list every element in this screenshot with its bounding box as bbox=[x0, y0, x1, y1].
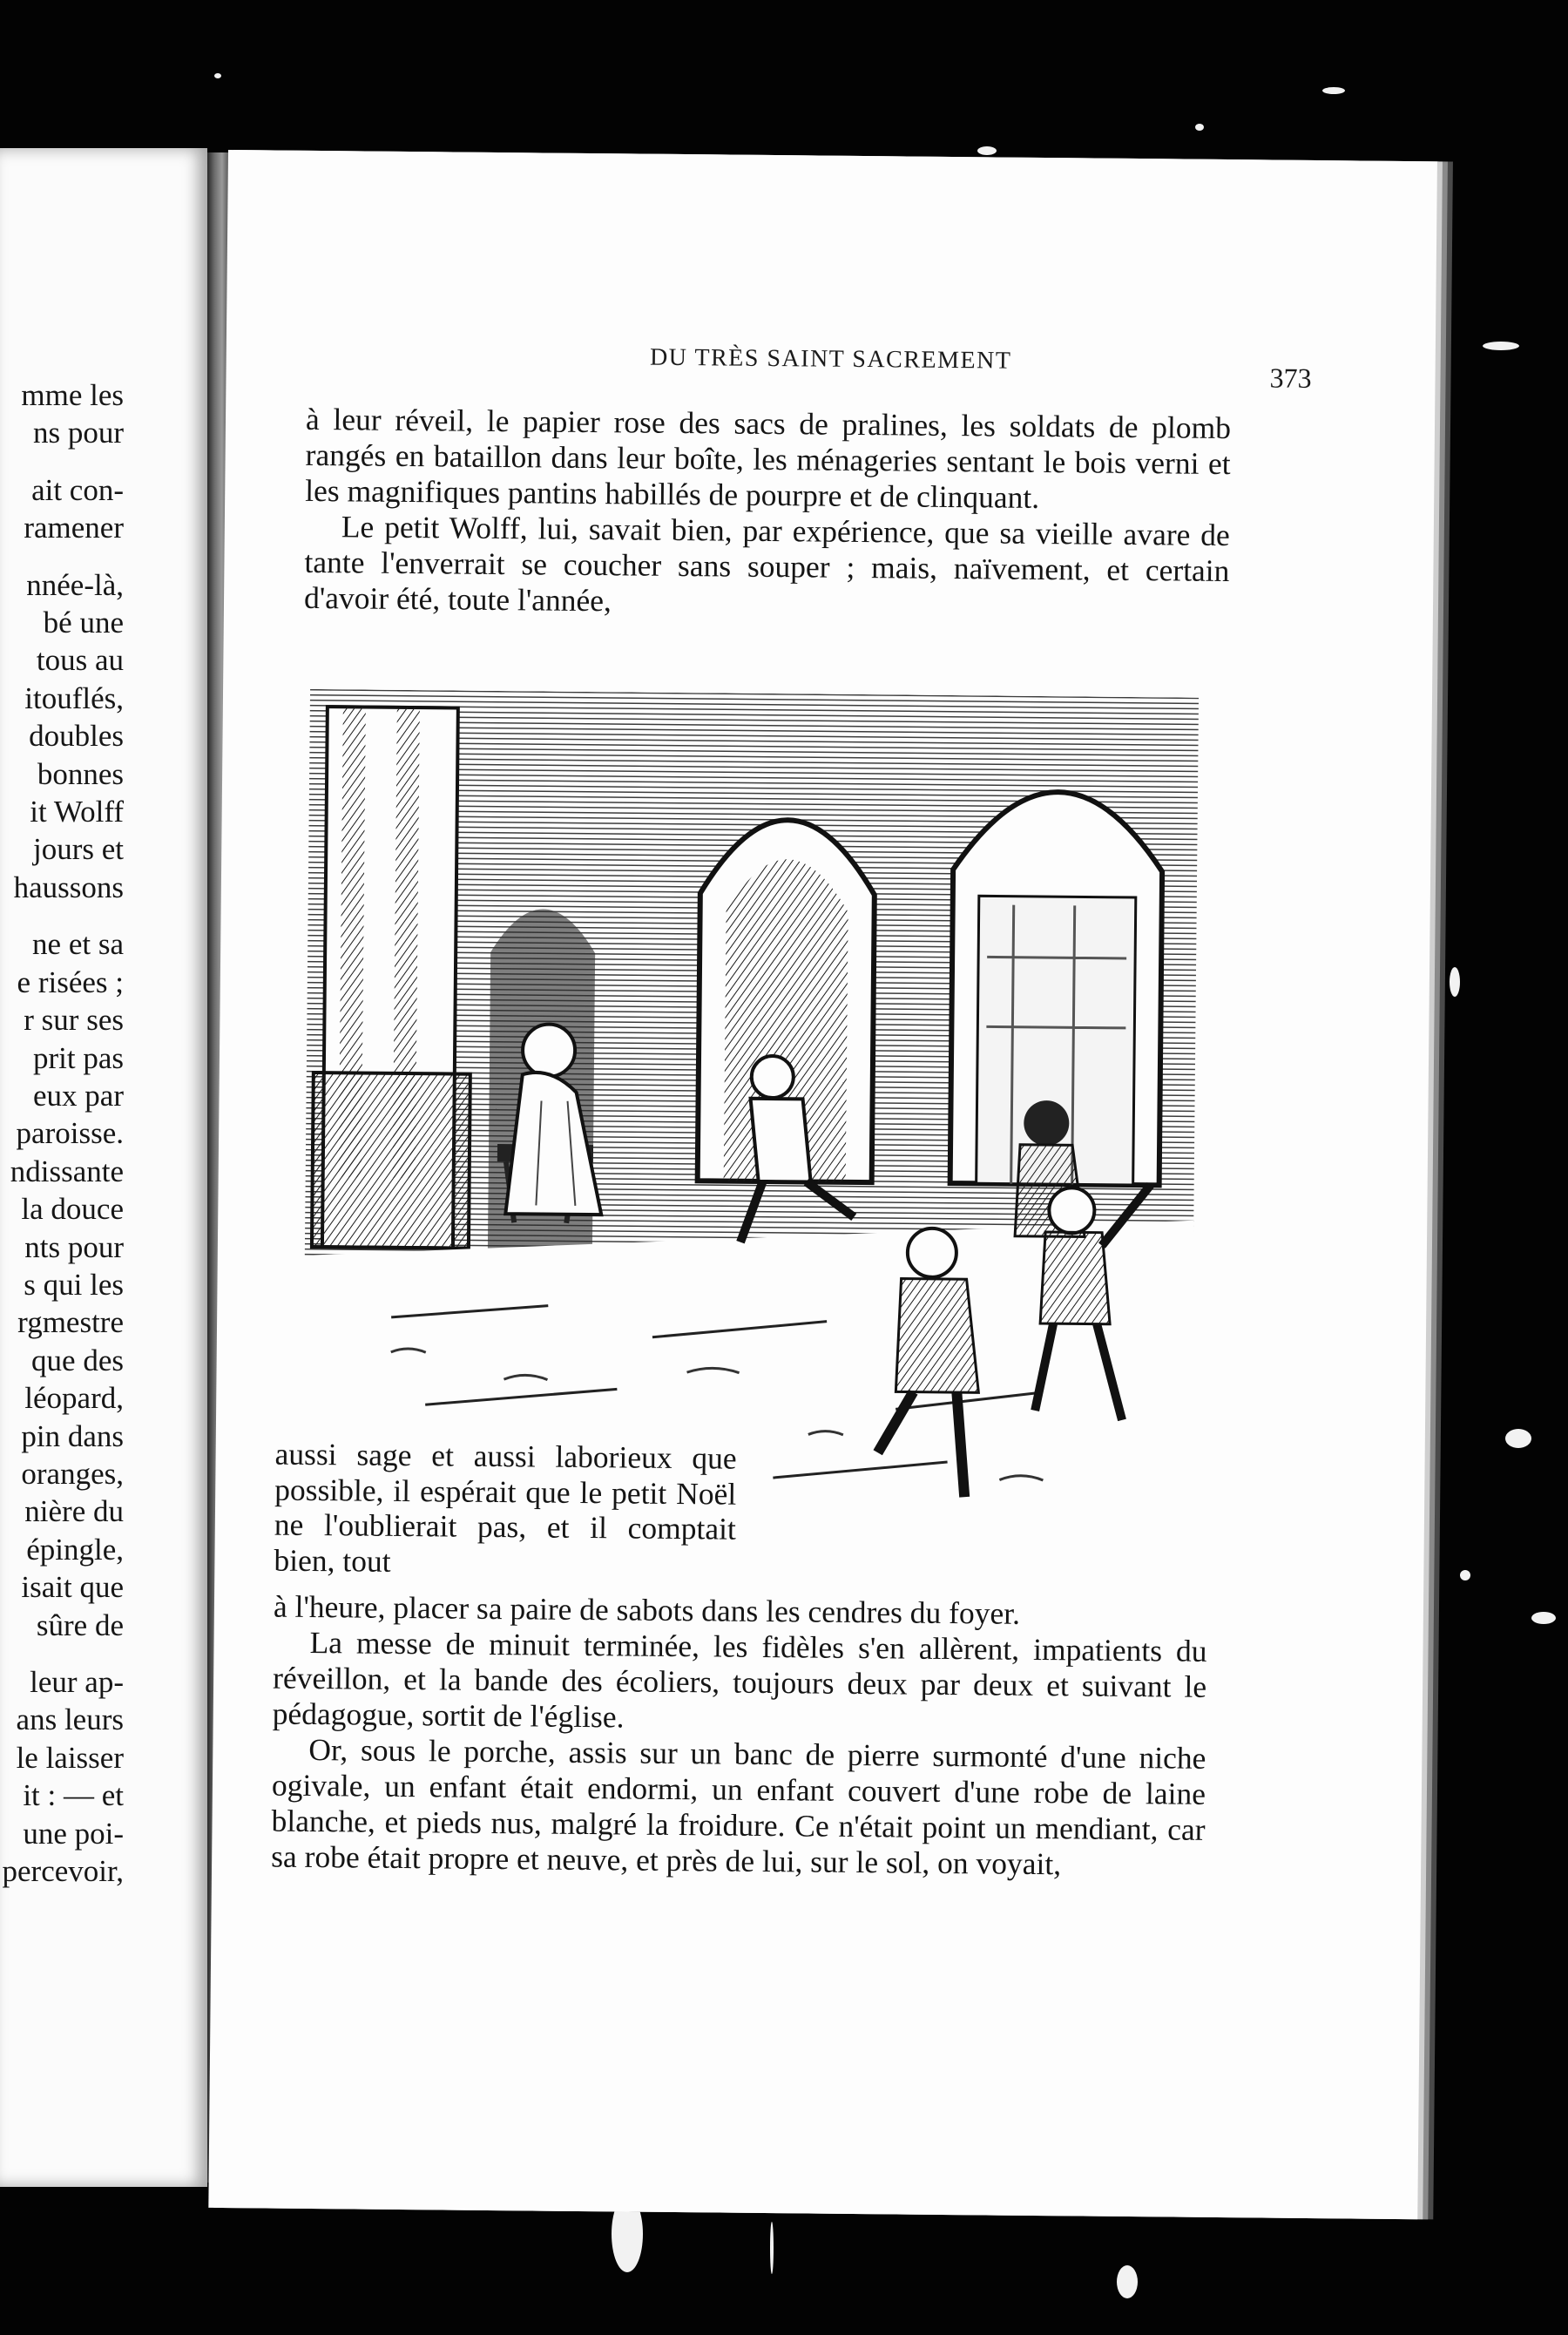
left-page-line: oranges, bbox=[21, 1456, 124, 1491]
left-page-line: prit pas bbox=[32, 1040, 124, 1075]
left-page-text bbox=[0, 376, 124, 1890]
left-page-line: une poi- bbox=[23, 1816, 124, 1851]
text-block-bottom bbox=[271, 1589, 1207, 1884]
left-page-line: itouflés, bbox=[24, 680, 124, 715]
left-page-line: it : — et bbox=[23, 1778, 124, 1813]
paragraph: aussi sage et aussi laborieux que possible, il espérait que le petit Noël ne l'oublierait pas, et il comptait bien, tout bbox=[274, 1436, 737, 1579]
left-page-line: jours et bbox=[32, 832, 124, 867]
left-page-line: eux par bbox=[33, 1078, 124, 1113]
left-page-line: paroisse. bbox=[16, 1116, 124, 1151]
paragraph: Le petit Wolff, lui, savait bien, par expérience, que sa vieille avare de tante l'enverrait se coucher sans souper ; mais, naïvement, et certain d'avoir été, toute l'année, bbox=[303, 509, 1231, 619]
left-page-line: ramener bbox=[24, 511, 124, 545]
text-block-top bbox=[304, 402, 1231, 625]
left-page-line: ns pour bbox=[32, 416, 124, 450]
left-page-line: tous au bbox=[36, 643, 124, 678]
church-porch-engraving bbox=[285, 689, 1225, 1539]
dust-speck bbox=[1483, 342, 1519, 350]
dust-speck bbox=[1450, 967, 1460, 997]
paragraph: La messe de minuit terminée, les fidèles s'en allèrent, impatients du réveillon, et la bande des écoliers, toujours deux par deux et suivant le pédagogue, sortit de l'église. bbox=[272, 1624, 1207, 1735]
left-page-line: la douce bbox=[21, 1192, 124, 1227]
left-page-line: pin dans bbox=[21, 1418, 124, 1453]
left-line-gap bbox=[0, 452, 124, 471]
dust-speck bbox=[1195, 124, 1204, 131]
dust-speck bbox=[1531, 1612, 1556, 1624]
paragraph: à l'heure, placer sa paire de sabots dans les cendres du foyer. bbox=[273, 1588, 1021, 1631]
left-page-line: nnée-là, bbox=[26, 567, 124, 602]
left-page-line: bonnes bbox=[37, 756, 124, 791]
left-page-line: mme les bbox=[21, 378, 124, 412]
dust-speck bbox=[1505, 1429, 1531, 1448]
left-page-line: épingle, bbox=[26, 1532, 124, 1567]
left-page-line: ne et sa bbox=[32, 927, 124, 962]
left-facing-page bbox=[0, 148, 207, 2187]
left-page-line: isait que bbox=[21, 1570, 124, 1605]
left-page-line: leur ap- bbox=[30, 1665, 124, 1699]
left-page-line: nière du bbox=[24, 1494, 124, 1529]
left-page-line: it Wolff bbox=[30, 795, 124, 829]
engraving-illustration bbox=[285, 689, 1225, 1539]
left-page-line: haussons bbox=[13, 870, 124, 904]
left-page-line: ait con- bbox=[31, 472, 124, 507]
left-page-line: bé une bbox=[43, 606, 124, 640]
left-page-line: s qui les bbox=[24, 1267, 124, 1302]
left-page-line: léopard, bbox=[24, 1381, 124, 1416]
left-page-line: le laisser bbox=[16, 1740, 124, 1775]
left-page-line: percevoir, bbox=[2, 1854, 124, 1889]
left-line-gap bbox=[0, 1644, 124, 1663]
dust-speck bbox=[214, 73, 221, 78]
left-line-gap bbox=[0, 547, 124, 566]
dust-speck bbox=[977, 146, 997, 155]
dust-speck bbox=[1117, 2265, 1138, 2298]
left-page-line: nts pour bbox=[24, 1229, 124, 1264]
right-page bbox=[208, 150, 1437, 2219]
left-line-gap bbox=[0, 906, 124, 925]
page-number: 373 bbox=[1269, 362, 1312, 394]
dust-speck bbox=[770, 2222, 774, 2274]
left-page-line: ans leurs bbox=[16, 1702, 124, 1737]
paragraph: à leur réveil, le papier rose des sacs de pralines, les soldats de plomb rangés en bataillon dans leur boîte, les ménageries sentant le bois verni et les magnifiques pantins habillés de pourpre et de clinquant. bbox=[305, 401, 1232, 515]
left-page-line: rgmestre bbox=[17, 1305, 124, 1340]
left-page-line: que des bbox=[31, 1343, 124, 1377]
paragraph: Or, sous le porche, assis sur un banc de pierre surmonté d'une niche ogivale, un enfant était endormi, un enfant couvert d'une robe de laine blanche, et pieds nus, malgré la froidure. Ce n'était point un mendiant, car sa robe était propre et neuve, et près de lui, sur le sol, on voyait, bbox=[271, 1731, 1206, 1882]
left-page-line: doubles bbox=[29, 719, 124, 754]
running-head: DU TRÈS SAINT SACREMENT bbox=[649, 343, 1012, 375]
left-page-line: ndissante bbox=[10, 1154, 124, 1188]
left-page-line: sûre de bbox=[36, 1607, 124, 1642]
dust-speck bbox=[1322, 87, 1345, 94]
left-page-line: r sur ses bbox=[24, 1003, 124, 1038]
dust-speck bbox=[1460, 1570, 1470, 1580]
left-page-line: e risées ; bbox=[17, 964, 124, 999]
wrapped-text bbox=[274, 1437, 737, 1582]
